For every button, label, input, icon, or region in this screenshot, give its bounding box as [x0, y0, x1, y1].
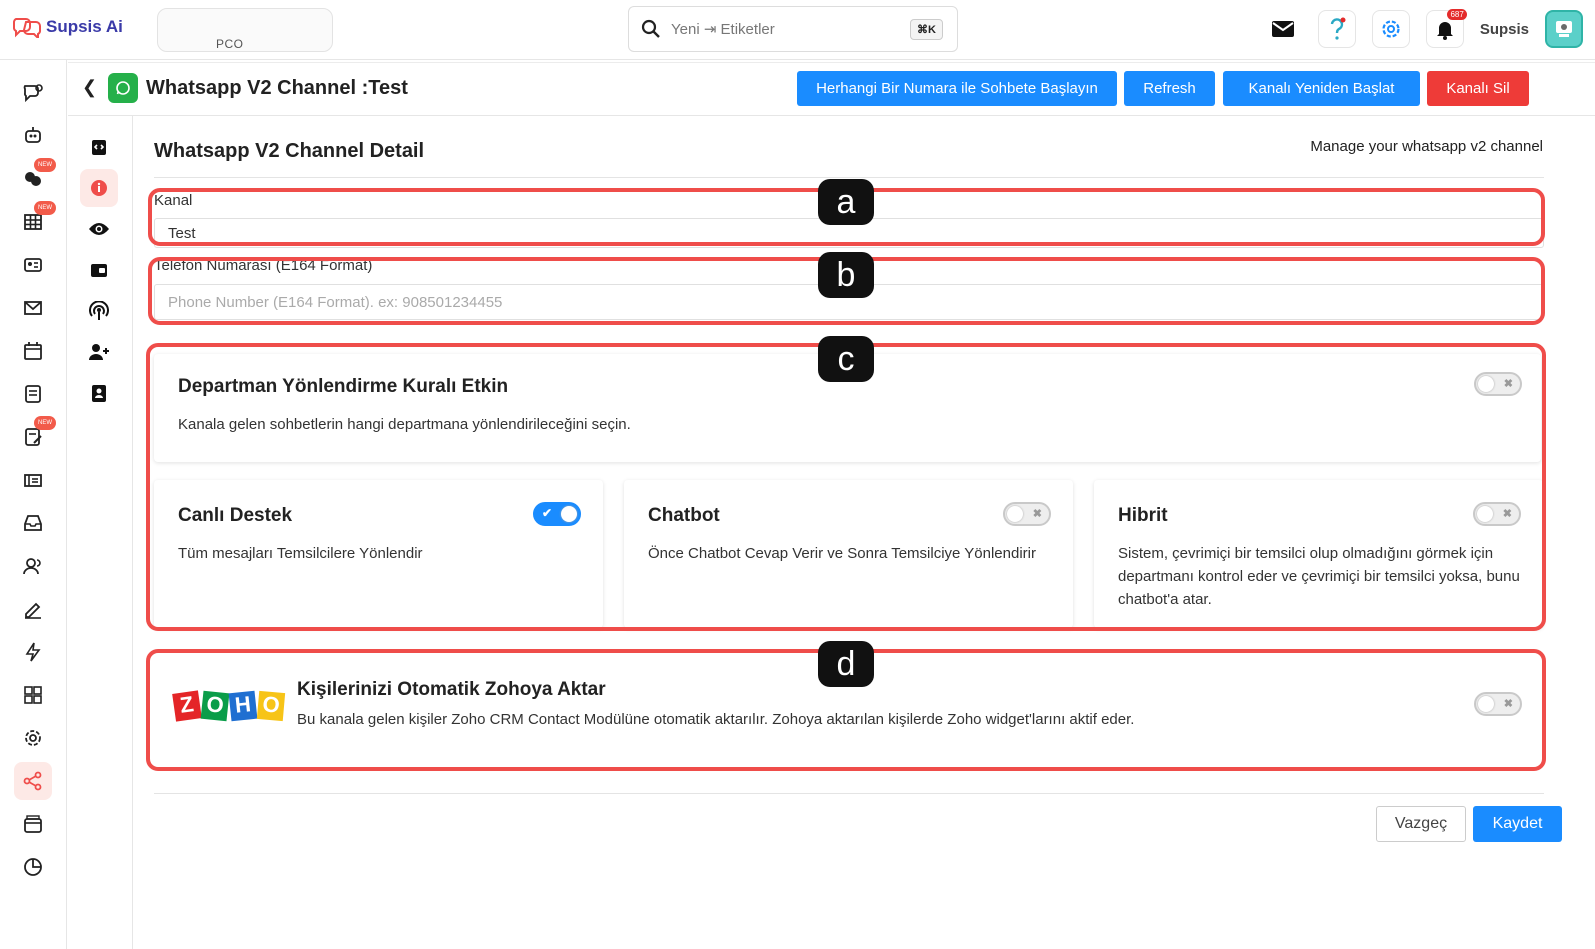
new-badge: NEW [34, 158, 56, 172]
subnav-preview[interactable] [80, 210, 118, 248]
question-icon [1328, 17, 1346, 41]
zoho-title: Kişilerinizi Otomatik Zohoya Aktar [297, 679, 606, 700]
sidebar-item-apps[interactable] [14, 676, 52, 714]
option-title: Canlı Destek [178, 505, 293, 526]
refresh-button[interactable]: Refresh [1124, 71, 1215, 106]
channel-label: Kanal [154, 192, 193, 209]
marker-c: c [818, 336, 874, 382]
phone-label: Telefon Numarası (E164 Format) [154, 257, 373, 274]
sidebar-item-forms[interactable] [14, 418, 52, 456]
robot-icon [22, 125, 44, 147]
search-placeholder: Yeni ⇥ Etiketler [671, 21, 775, 38]
subnav-wallet[interactable] [80, 251, 118, 289]
add-user-icon [88, 342, 110, 362]
routing-description: Kanala gelen sohbetlerin hangi departmana yönlendirileceğini seçin. [178, 416, 631, 433]
start-chat-button[interactable]: Herhangi Bir Numara ile Sohbete Başlayın [797, 71, 1117, 106]
notifications-button[interactable] [1426, 10, 1464, 48]
sidebar-item-notes[interactable] [14, 375, 52, 413]
option-description: Sistem, çevrimiçi bir temsilci olup olmadığını görmek için departmanı kontrol eder ve çevrimiçi bir temsilci yoksa, bunu chatbot'a atar. [1118, 545, 1520, 608]
sidebar-item-settings[interactable] [14, 719, 52, 757]
toggle-off-icon: ✖ [1503, 378, 1513, 390]
divider [154, 793, 1544, 794]
option-title: Chatbot [648, 505, 720, 526]
subnav-info[interactable] [80, 169, 118, 207]
check-icon: ✔ [542, 506, 553, 520]
save-button[interactable]: Kaydet [1473, 806, 1562, 842]
avatar-image-icon [1553, 18, 1575, 40]
page-header [68, 62, 1595, 116]
id-card-icon [22, 254, 44, 276]
restart-channel-button[interactable]: Kanalı Yeniden Başlat [1223, 71, 1420, 106]
mail-button[interactable] [1264, 10, 1302, 48]
page-title: Whatsapp V2 Channel :Test [146, 77, 408, 99]
sidebar-item-signature[interactable] [14, 590, 52, 628]
top-actions [1264, 10, 1583, 48]
sidebar-item-chats[interactable] [14, 74, 52, 112]
option-title: Hibrit [1118, 505, 1168, 526]
marker-d: d [818, 641, 874, 687]
wallet-icon [89, 260, 109, 280]
sidebar-item-inbox[interactable] [14, 504, 52, 542]
calendar-icon [22, 340, 44, 362]
sidebar-item-reports[interactable] [14, 848, 52, 886]
delete-channel-button[interactable]: Kanalı Sil [1427, 71, 1529, 106]
app-logo[interactable] [12, 16, 123, 38]
code-clipboard-icon [89, 137, 109, 157]
toggle-off-icon: ✖ [1503, 698, 1513, 710]
sidebar-item-contacts-card[interactable] [14, 246, 52, 284]
search-shortcut: ⌘K [910, 19, 943, 40]
marker-b: b [818, 252, 874, 298]
settings-button[interactable] [1372, 10, 1410, 48]
back-button[interactable]: ❮ [82, 77, 98, 97]
envelope-icon [1271, 20, 1295, 38]
highlight-box-c [146, 343, 1546, 631]
whatsapp-icon [108, 73, 138, 103]
contact-book-icon [89, 383, 109, 403]
broadcast-icon [89, 301, 109, 321]
cancel-button[interactable]: Vazgeç [1376, 806, 1466, 842]
subnav-code[interactable] [80, 128, 118, 166]
sidebar-item-users[interactable] [14, 547, 52, 585]
whatsapp-logo-icon [115, 80, 131, 96]
sidebar-item-channels[interactable] [14, 762, 52, 800]
channel-name-value: Test [168, 224, 196, 242]
subnav-contacts[interactable] [80, 374, 118, 412]
inbox-icon [22, 512, 44, 534]
zoho-logo: Z O H O [174, 692, 284, 720]
chat-bubbles-icon [22, 82, 44, 104]
sidebar-item-automation[interactable] [14, 633, 52, 671]
detail-subtitle: Manage your whatsapp v2 channel [1310, 138, 1543, 155]
detail-title: Whatsapp V2 Channel Detail [154, 140, 425, 162]
toggle-off-icon: ✖ [1032, 508, 1042, 520]
main-content [134, 116, 1595, 949]
app-name: Supsis Ai [46, 17, 123, 36]
workspace-selector[interactable] [157, 8, 333, 52]
marker-a: a [818, 179, 874, 225]
avatar[interactable] [1545, 10, 1583, 48]
gear-icon [22, 727, 44, 749]
supsis-logo-icon [12, 16, 42, 38]
gear-icon [1380, 18, 1402, 40]
mail-icon [22, 297, 44, 319]
option-description: Tüm mesajları Temsilcilere Yönlendir [178, 545, 423, 562]
toggle-off-icon: ✖ [1502, 508, 1512, 520]
channel-sidebar [68, 116, 133, 949]
subnav-add-user[interactable] [80, 333, 118, 371]
sidebar-item-ai[interactable] [14, 160, 52, 198]
grid-icon [22, 684, 44, 706]
eye-icon [88, 221, 110, 237]
routing-title: Departman Yönlendirme Kuralı Etkin [178, 376, 509, 397]
search-icon [641, 19, 661, 39]
users-icon [22, 555, 44, 577]
sidebar-item-mail[interactable] [14, 289, 52, 327]
sidebar-item-bots[interactable] [14, 117, 52, 155]
wallet-icon [22, 813, 44, 835]
user-name[interactable]: Supsis [1479, 20, 1529, 38]
divider [154, 177, 1544, 178]
workspace-name: PCO [216, 37, 244, 51]
zoho-description: Bu kanala gelen kişiler Zoho CRM Contact Modülüne otomatik aktarılır. Zohoya aktarılan kişilerde Zoho widget'larını aktif eder. [297, 711, 1135, 728]
new-badge: NEW [34, 416, 56, 430]
sidebar-item-billing[interactable] [14, 805, 52, 843]
main-sidebar [0, 60, 67, 949]
share-icon [22, 770, 44, 792]
pie-chart-icon [22, 856, 44, 878]
subnav-broadcast[interactable] [80, 292, 118, 330]
phone-placeholder: Phone Number (E164 Format). ex: 908501234455 [168, 293, 503, 311]
sidebar-item-calendar[interactable] [14, 332, 52, 370]
info-icon [89, 178, 109, 198]
sidebar-item-tables[interactable] [14, 203, 52, 241]
notification-count: 687 [1447, 9, 1466, 20]
help-button[interactable] [1318, 10, 1356, 48]
option-description: Önce Chatbot Cevap Verir ve Sonra Temsilciye Yönlendirir [648, 545, 1036, 562]
lightning-icon [22, 641, 44, 663]
pen-icon [22, 598, 44, 620]
ticket-icon [22, 469, 44, 491]
top-bar [0, 0, 1595, 60]
sidebar-item-tickets[interactable] [14, 461, 52, 499]
bell-icon [1434, 18, 1456, 40]
global-search[interactable] [628, 6, 958, 52]
document-list-icon [22, 383, 44, 405]
new-badge: NEW [34, 201, 56, 215]
